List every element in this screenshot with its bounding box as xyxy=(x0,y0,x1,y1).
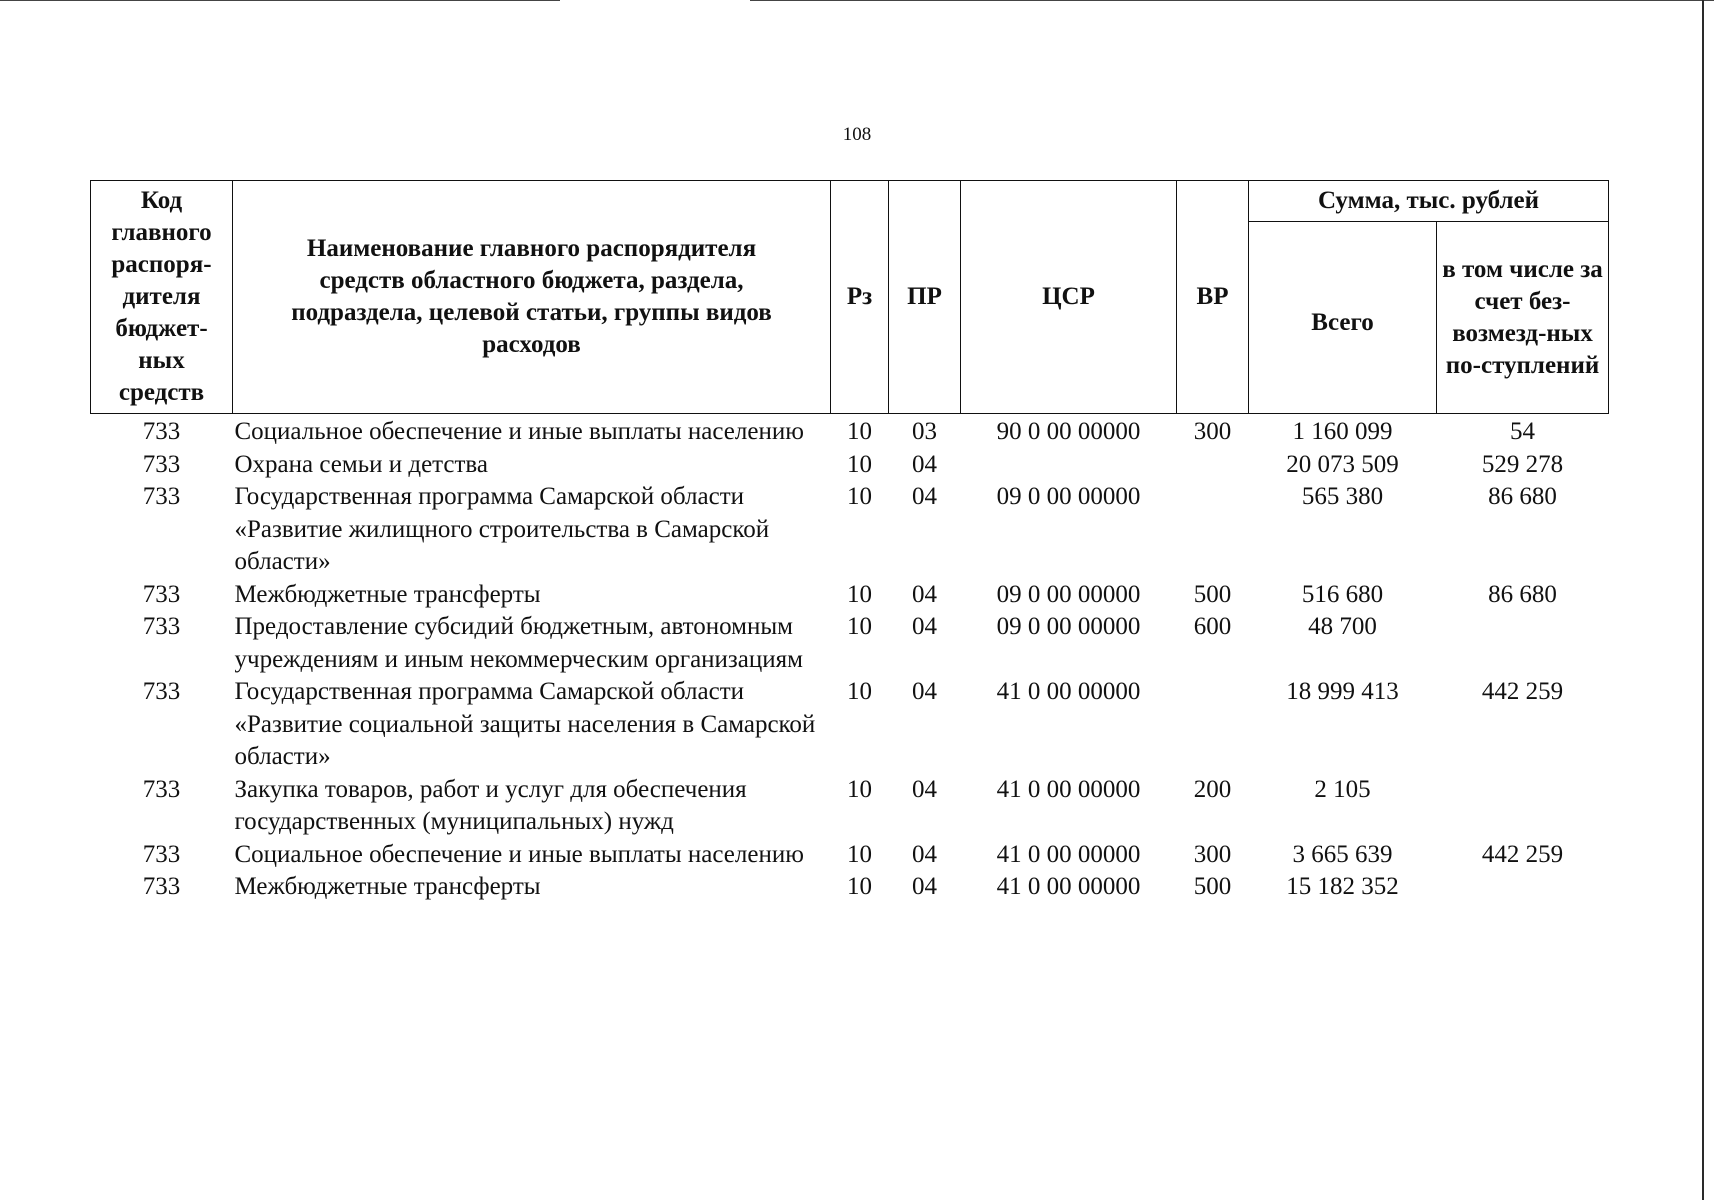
cell-name: Охрана семьи и детства xyxy=(234,450,488,478)
cell-total: 48 700 xyxy=(1308,613,1377,640)
cell-rz: 10 xyxy=(847,613,872,640)
cell-total: 18 999 413 xyxy=(1286,678,1399,705)
table-row xyxy=(91,871,1609,904)
cell-name: Межбюджетные трансферты xyxy=(234,873,541,900)
cell-vr: 200 xyxy=(1193,775,1232,803)
cell-code: 733 xyxy=(142,418,181,445)
page-number: 108 xyxy=(842,124,872,145)
cell-name: Предоставление субсидий бюджетным, автономным учреждениям и иным некоммерческим организациям xyxy=(234,613,803,673)
table-row xyxy=(91,579,1609,612)
cell-name: Межбюджетные трансферты xyxy=(234,580,541,608)
table-header xyxy=(91,181,1609,414)
cell-pr: 04 xyxy=(912,873,937,900)
cell-total: 516 680 xyxy=(1301,580,1384,608)
cell-pr: 04 xyxy=(912,613,937,640)
cell-pr: 04 xyxy=(912,450,937,478)
cell-pr: 04 xyxy=(912,580,937,608)
cell-vr: 500 xyxy=(1193,873,1232,900)
header-sum: Сумма, тыс. рублей xyxy=(1249,181,1609,222)
cell-csr: 41 0 00 00000 xyxy=(996,873,1141,900)
cell-name: Социальное обеспечение и иные выплаты населению xyxy=(234,840,804,868)
table-row xyxy=(91,481,1609,579)
cell-rz: 10 xyxy=(847,873,872,900)
cell-rz: 10 xyxy=(847,840,872,868)
cell-rz: 10 xyxy=(847,775,872,803)
cell-name: Государственная программа Самарской области «Развитие социальной защиты населения в Самарской области» xyxy=(234,678,816,770)
cell-total: 2 105 xyxy=(1314,775,1371,803)
cell-pr: 04 xyxy=(912,775,937,803)
table-row xyxy=(91,611,1609,676)
cell-csr: 41 0 00 00000 xyxy=(996,775,1141,803)
cell-name: Закупка товаров, работ и услуг для обеспечения государственных (муниципальных) нужд xyxy=(234,775,747,835)
table-row xyxy=(91,414,1609,449)
cell-rz: 10 xyxy=(847,678,872,705)
cell-csr: 09 0 00 00000 xyxy=(996,613,1141,640)
scan-artifact-line xyxy=(0,0,560,1)
cell-total: 565 380 xyxy=(1301,483,1384,510)
cell-code: 733 xyxy=(142,775,181,803)
cell-free: 86 680 xyxy=(1488,580,1557,608)
cell-total: 15 182 352 xyxy=(1286,873,1399,900)
cell-vr: 500 xyxy=(1193,580,1232,608)
cell-vr: 300 xyxy=(1193,418,1232,445)
header-rz: Рз xyxy=(831,181,889,414)
cell-free: 529 278 xyxy=(1481,450,1564,478)
cell-csr: 41 0 00 00000 xyxy=(996,678,1141,705)
header-name: Наименование главного распорядителя средств областного бюджета, раздела, подраздела, целевой статьи, группы видов расходов xyxy=(233,181,831,414)
cell-vr: 600 xyxy=(1193,613,1232,640)
cell-pr: 04 xyxy=(912,840,937,868)
cell-name: Государственная программа Самарской области «Развитие жилищного строительства в Самарской области» xyxy=(234,483,770,575)
cell-vr xyxy=(1177,676,1249,774)
cell-pr: 04 xyxy=(912,483,937,510)
cell-csr: 09 0 00 00000 xyxy=(996,483,1141,510)
cell-total: 1 160 099 xyxy=(1292,418,1393,445)
cell-code: 733 xyxy=(142,450,181,478)
cell-total: 3 665 639 xyxy=(1292,840,1393,868)
cell-free: 86 680 xyxy=(1488,483,1557,510)
scan-artifact-edge xyxy=(1702,0,1704,1200)
header-csr: ЦСР xyxy=(961,181,1177,414)
cell-rz: 10 xyxy=(847,483,872,510)
cell-rz: 10 xyxy=(847,580,872,608)
cell-vr xyxy=(1177,449,1249,482)
cell-csr: 41 0 00 00000 xyxy=(996,840,1141,868)
table-row xyxy=(91,676,1609,774)
table-row xyxy=(91,774,1609,839)
header-code: Код главного распоря-дителя бюджет-ных средств xyxy=(91,181,233,414)
cell-rz: 10 xyxy=(847,418,872,445)
cell-free: 442 259 xyxy=(1481,840,1564,868)
table-row xyxy=(91,449,1609,482)
header-pr: ПР xyxy=(889,181,961,414)
header-free: в том числе за счет без-возмезд-ных по-ступлений xyxy=(1437,222,1609,414)
cell-code: 733 xyxy=(142,840,181,868)
cell-free: 54 xyxy=(1510,418,1535,445)
cell-vr: 300 xyxy=(1193,840,1232,868)
header-total: Всего xyxy=(1249,222,1437,414)
cell-code: 733 xyxy=(142,483,181,510)
cell-free xyxy=(1437,871,1609,904)
budget-table xyxy=(90,180,1609,904)
cell-rz: 10 xyxy=(847,450,872,478)
table-row xyxy=(91,839,1609,872)
cell-code: 733 xyxy=(142,873,181,900)
cell-free: 442 259 xyxy=(1481,678,1564,705)
cell-vr xyxy=(1177,481,1249,579)
cell-free xyxy=(1437,611,1609,676)
cell-free xyxy=(1437,774,1609,839)
cell-csr: 90 0 00 00000 xyxy=(996,418,1141,445)
cell-pr: 03 xyxy=(912,418,937,445)
cell-code: 733 xyxy=(142,613,181,640)
cell-csr: 09 0 00 00000 xyxy=(996,580,1141,608)
cell-name: Социальное обеспечение и иные выплаты населению xyxy=(234,418,804,445)
cell-pr: 04 xyxy=(912,678,937,705)
cell-code: 733 xyxy=(142,580,181,608)
table-body xyxy=(91,414,1609,904)
scan-artifact-line xyxy=(750,0,1714,1)
cell-csr xyxy=(961,449,1177,482)
cell-code: 733 xyxy=(142,678,181,705)
cell-total: 20 073 509 xyxy=(1286,450,1399,478)
header-vr: ВР xyxy=(1177,181,1249,414)
